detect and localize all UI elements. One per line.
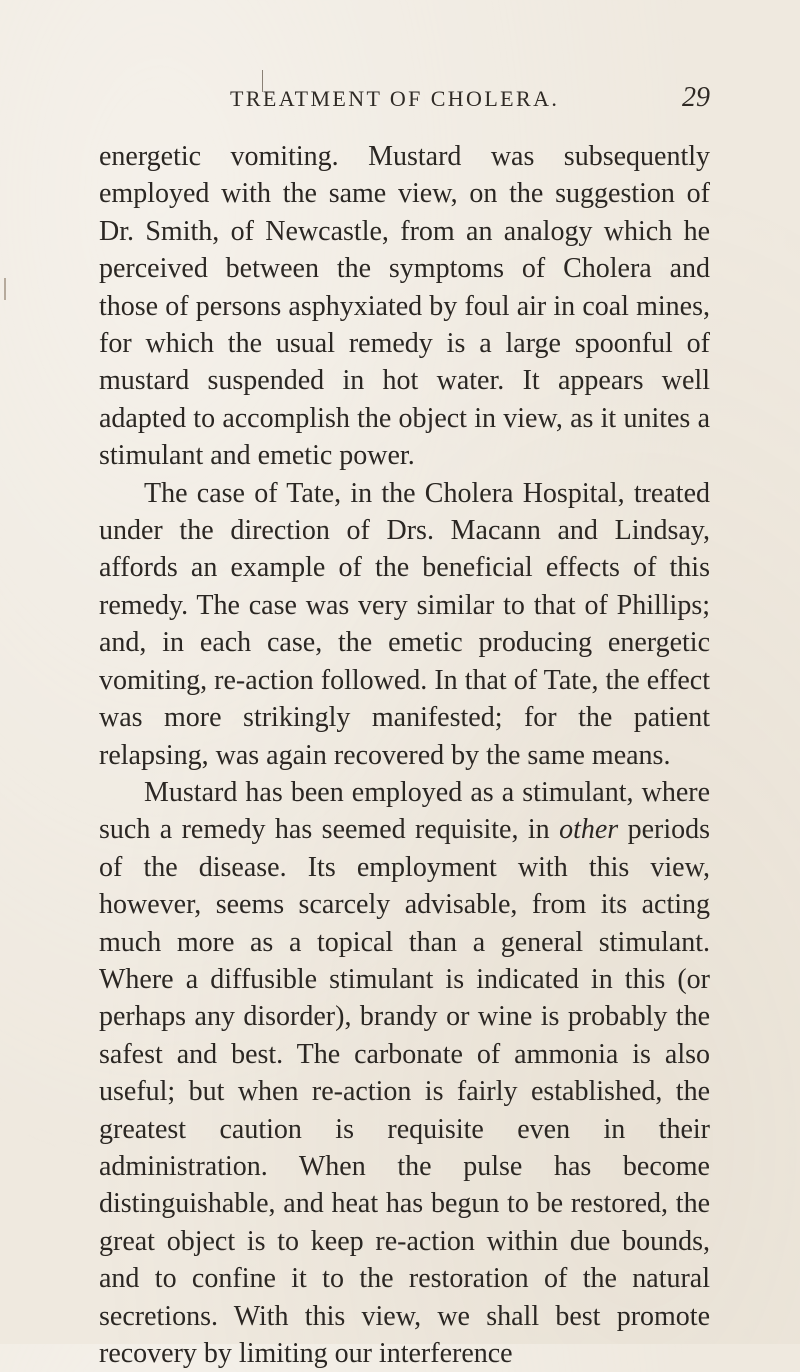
print-mark — [4, 278, 6, 300]
paragraph — [99, 774, 710, 1372]
body-text — [99, 138, 710, 1372]
running-title: TREATMENT OF CHOLERA. — [230, 86, 560, 111]
paragraph-text: periods of the disease. Its employment with this view, however, seems scarcely advisable, from its acting much more as a topical than a general stimulant. Where a diffusible stimulant is indicated in this (or perhaps any disorder), brandy or wine is probably the safest and best. The carbonate of ammonia is also useful; but when re-action is fairly established, the greatest caution is requisite even in their administration. When the pulse has become distinguishable, and heat has begun to be restored, the great object is to keep re-action within due bounds, and to confine it to the restoration of the natural secretions. With this view, we shall best promote recovery by limiting our interference — [99, 814, 711, 1369]
running-header — [100, 82, 710, 116]
page-number: 29 — [682, 82, 710, 113]
paragraph: energetic vomiting. Mustard was subsequently employed with the same view, on the suggestion of Dr. Smith, of Newcastle, from an analogy which he perceived between the symptoms of Cholera and those of persons asphyxiated by foul air in coal mines, for which the usual remedy is a large spoonful of mustard suspended in hot water. It appears well adapted to accomplish the object in view, as it unites a stimulant and emetic power. — [99, 141, 710, 472]
paragraph-text: Mustard has been employed as a stimulant, where such a remedy has seemed requisite, in — [99, 776, 710, 846]
emphasis-word: other — [559, 814, 619, 846]
paragraph: The case of Tate, in the Cholera Hospital, treated under the direction of Drs. Macann and Lindsay, affords an example of the beneficial effects of this remedy. The case was very similar to that of Phillips; and, in each case, the emetic producing energetic vomiting, re-action followed. In that of Tate, the effect was more strikingly manifested; for the patient relapsing, was again recovered by the same means. — [99, 477, 710, 771]
